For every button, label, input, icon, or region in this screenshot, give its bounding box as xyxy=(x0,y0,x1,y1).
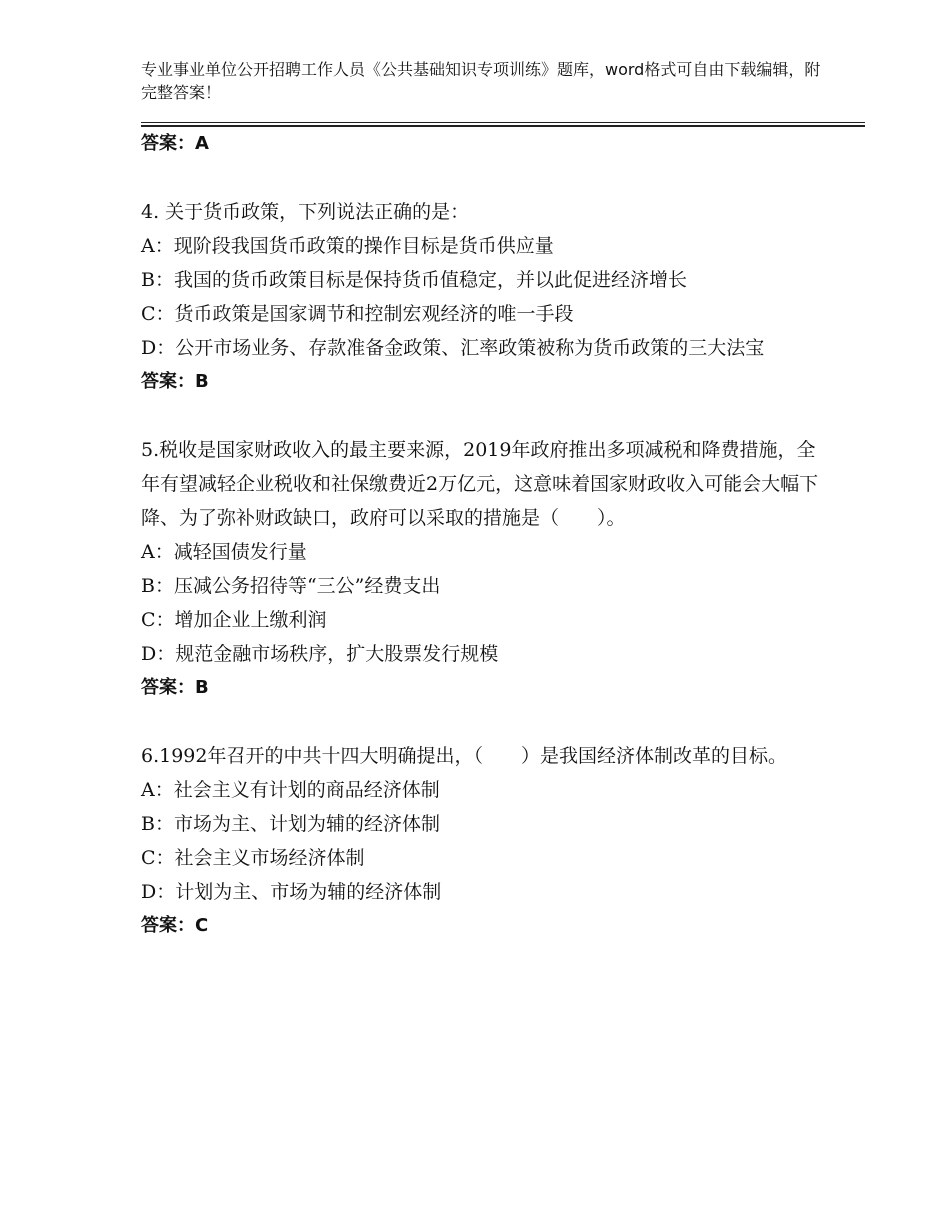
option-a: A：减轻国债发行量 xyxy=(141,541,307,563)
option-d: D：公开市场业务、存款准备金政策、汇率政策被称为货币政策的三大法宝 xyxy=(141,337,765,359)
option-b: B：压减公务招待等“三公”经费支出 xyxy=(141,575,441,597)
option-a: A：现阶段我国货币政策的操作目标是货币供应量 xyxy=(141,235,554,257)
question-stem: 4. 关于货币政策，下列说法正确的是： xyxy=(141,201,470,223)
answer-5: 答案：B xyxy=(141,677,209,698)
question-stem: 5.税收是国家财政收入的最主要来源，2019年政府推出多项减税和降费措施，全年有望减轻企业税收和社保缴费近2万亿元，这意味着国家财政收入可能会大幅下降、为了弥补财政缺口，政府可以采取的措施是（ ）。 xyxy=(141,439,819,529)
question-stem: 6.1992年召开的中共十四大明确提出，（ ）是我国经济体制改革的目标。 xyxy=(141,745,787,767)
option-d: D：规范金融市场秩序，扩大股票发行规模 xyxy=(141,643,499,665)
answer-6: 答案：C xyxy=(141,915,209,936)
question-6 xyxy=(141,739,821,943)
option-c: C：社会主义市场经济体制 xyxy=(141,847,365,869)
option-c: C：增加企业上缴利润 xyxy=(141,609,327,631)
answer-4: 答案：B xyxy=(141,371,209,392)
question-4 xyxy=(141,195,821,399)
option-a: A：社会主义有计划的商品经济体制 xyxy=(141,779,440,801)
option-c: C：货币政策是国家调节和控制宏观经济的唯一手段 xyxy=(141,303,574,325)
header-rule-thin xyxy=(141,122,865,123)
page-header: 专业事业单位公开招聘工作人员《公共基础知识专项训练》题库，word格式可自由下载编辑，附完整答案！ xyxy=(141,60,821,102)
answer-3: 答案：A xyxy=(141,133,209,154)
option-b: B：市场为主、计划为辅的经济体制 xyxy=(141,813,440,835)
question-5 xyxy=(141,433,821,705)
option-b: B：我国的货币政策目标是保持货币值稳定，并以此促进经济增长 xyxy=(141,269,687,291)
option-d: D：计划为主、市场为辅的经济体制 xyxy=(141,881,442,903)
question-list xyxy=(141,127,821,943)
